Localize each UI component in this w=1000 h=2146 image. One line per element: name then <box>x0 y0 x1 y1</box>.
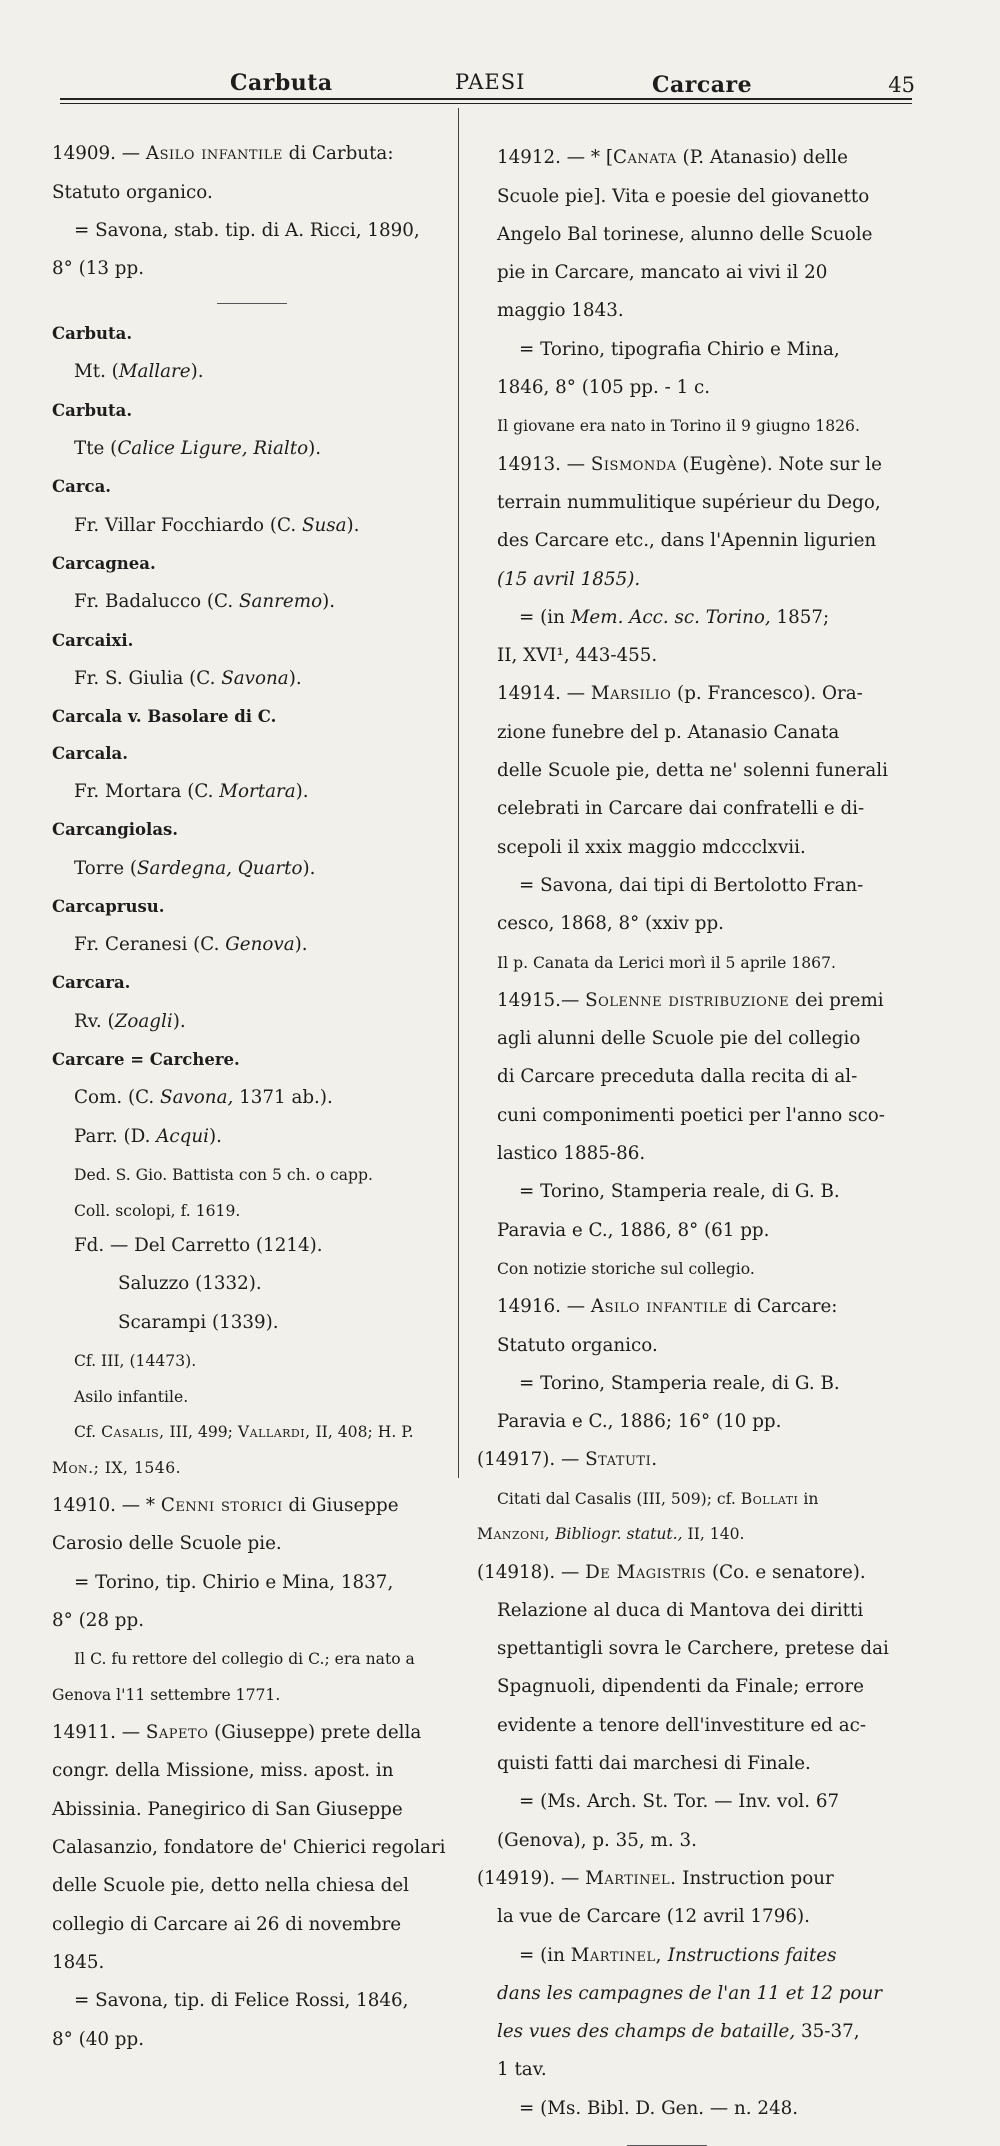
entry-14910: 14910. — * Cenni storici di Giuseppe Carosio delle Scuole pie. = Torino, tip. Chirio e Mina, 1837, 8° (28 pp. Il C. fu rettore del collegio di C.; era nato a Genova l'11 settembre 1771. <box>52 1495 415 1704</box>
place-entry: Carcara. Rv. (Zoagli). <box>52 973 186 1032</box>
column-divider <box>458 108 459 1478</box>
place-entry: Carbuta. Tte (Calice Ligure, Rialto). <box>52 400 322 460</box>
cross-reference: Carcala v. Basolare di C. <box>52 707 277 727</box>
entry-14912: 14912. — * [Canata (P. Atanasio) delle Scuole pie]. Vita e poesie del giovanetto Angelo Bal torinese, alunno delle Scuole pie in Carcare, mancato ai vivi il 20 maggio 1843. = Torino, tipografia Chirio e Mina, 1846, 8° (105 pp. - 1 c. Il giovane era nato in Torino il 9 giugno 1826. <box>497 147 873 436</box>
separator-rule <box>217 303 287 304</box>
place-entry: Carcagnea. Fr. Badalucco (C. Sanremo). <box>52 553 336 613</box>
entry-14917: (14917). — Statuti. Citati dal Casalis (III, 509); cf. Bollati in Manzoni, Bibliogr. statut., II, 140. <box>477 1449 819 1544</box>
left-column <box>52 126 452 2068</box>
page-number: 45 <box>888 73 915 97</box>
header-left-keyword: Carbuta <box>230 70 333 96</box>
entry-14919: (14919). — Martinel. Instruction pour la vue de Carcare (12 avril 1796). = (in Martinel, Instructions faites dans les campagnes de l'an 11 et 12 pour les vues des champs de bataille, 35-37, 1 tav. = (Ms. Bibl. D. Gen. — n. 248. <box>477 1867 883 2119</box>
place-list <box>52 324 452 1032</box>
place-entry: Carcaixi. Fr. S. Giulia (C. Savona). <box>52 630 302 689</box>
header-rule-thin <box>60 103 912 104</box>
entry-14918: (14918). — De Magistris (Co. e senatore). Relazione al duca di Mantova dei diritti spettantigli sovra le Carchere, pretese dai Spagnuoli, dipendenti da Finale; errore evidente a tenore dell'investiture ed ac- quisti fatti dai marchesi di Finale. = (Ms. Arch. St. Tor. — Inv. vol. 67 (Genova), p. 35, m. 3. <box>477 1561 889 1851</box>
right-column <box>477 130 915 2146</box>
entry-14911: 14911. — Sapeto (Giuseppe) prete della congr. della Missione, miss. apost. in Abissinia. Panegirico di San Giuseppe Calasanzio, fondatore de' Chierici regolari delle Scuole pie, detto nella chiesa del collegio di Carcare ai 26 di novembre 1845. = Savona, tip. di Felice Rossi, 1846, 8° (40 pp. <box>52 1722 446 2050</box>
place-entry: Carcaprusu. Fr. Ceranesi (C. Genova). <box>52 896 308 956</box>
place-entry: Carca. Fr. Villar Focchiardo (C. Susa). <box>52 477 360 536</box>
header-rule-thick <box>60 98 912 100</box>
entry-14914: 14914. — Marsilio (p. Francesco). Ora- zione funebre del p. Atanasio Canata delle Scuole pie, detta ne' solenni funerali celebrati in Carcare dai confratelli e di- scepoli il xxix maggio mdccclxvii. = Savona, dai tipi di Bertolotto Fran- cesco, 1868, 8° (xxiv pp. Il p. Canata da Lerici morì il 5 aprile 1867. <box>497 683 888 972</box>
entry-14909: 14909. — Asilo infantile di Carbuta: Statuto organico. = Savona, stab. tip. di A. Ricci, 1890, 8° (13 pp. <box>52 143 420 280</box>
carcare-entry: Carcare = Carchere. Com. (C. Savona, 1371 ab.). Parr. (D. Acqui). Ded. S. Gio. Battista con 5 ch. o capp. Coll. scolopi, f. 1619. Fd. — Del Carretto (1214). Saluzzo (1332). Scarampi (1339). Cf. III, (14473). Asilo infantile. Cf. Casalis, III, 499; Vallardi, II, 408; H. P. Mon.; IX, 1546. <box>52 1050 414 1477</box>
place-entry: Carcangiolas. Torre (Sardegna, Quarto). <box>52 820 316 879</box>
place-entry: Carcala. Fr. Mortara (C. Mortara). <box>52 743 309 802</box>
running-header <box>60 70 915 110</box>
entry-14916: 14916. — Asilo infantile di Carcare: Statuto organico. = Torino, Stamperia reale, di G. B. Paravia e C., 1886; 16° (10 pp. <box>497 1296 840 1433</box>
header-right-keyword: Carcare <box>652 72 753 98</box>
place-entry: Carbuta. Mt. (Mallare). <box>52 324 204 383</box>
entry-14913: 14913. — Sismonda (Eugène). Note sur le terrain nummulitique supérieur du Dego, des Carcare etc., dans l'Apennin ligurien (15 avril 1855). = (in Mem. Acc. sc. Torino, 1857; II, XVI¹, 443-455. <box>497 453 882 667</box>
entry-14915: 14915.— Solenne distribuzione dei premi agli alunni delle Scuole pie del collegio di Carcare preceduta dalla recita di al- cuni componimenti poetici per l'anno sco- lastico 1885-86. = Torino, Stamperia reale, di G. B. Paravia e C., 1886, 8° (61 pp. Con notizie storiche sul collegio. <box>497 989 885 1278</box>
header-section-title: PAESI <box>455 70 526 94</box>
